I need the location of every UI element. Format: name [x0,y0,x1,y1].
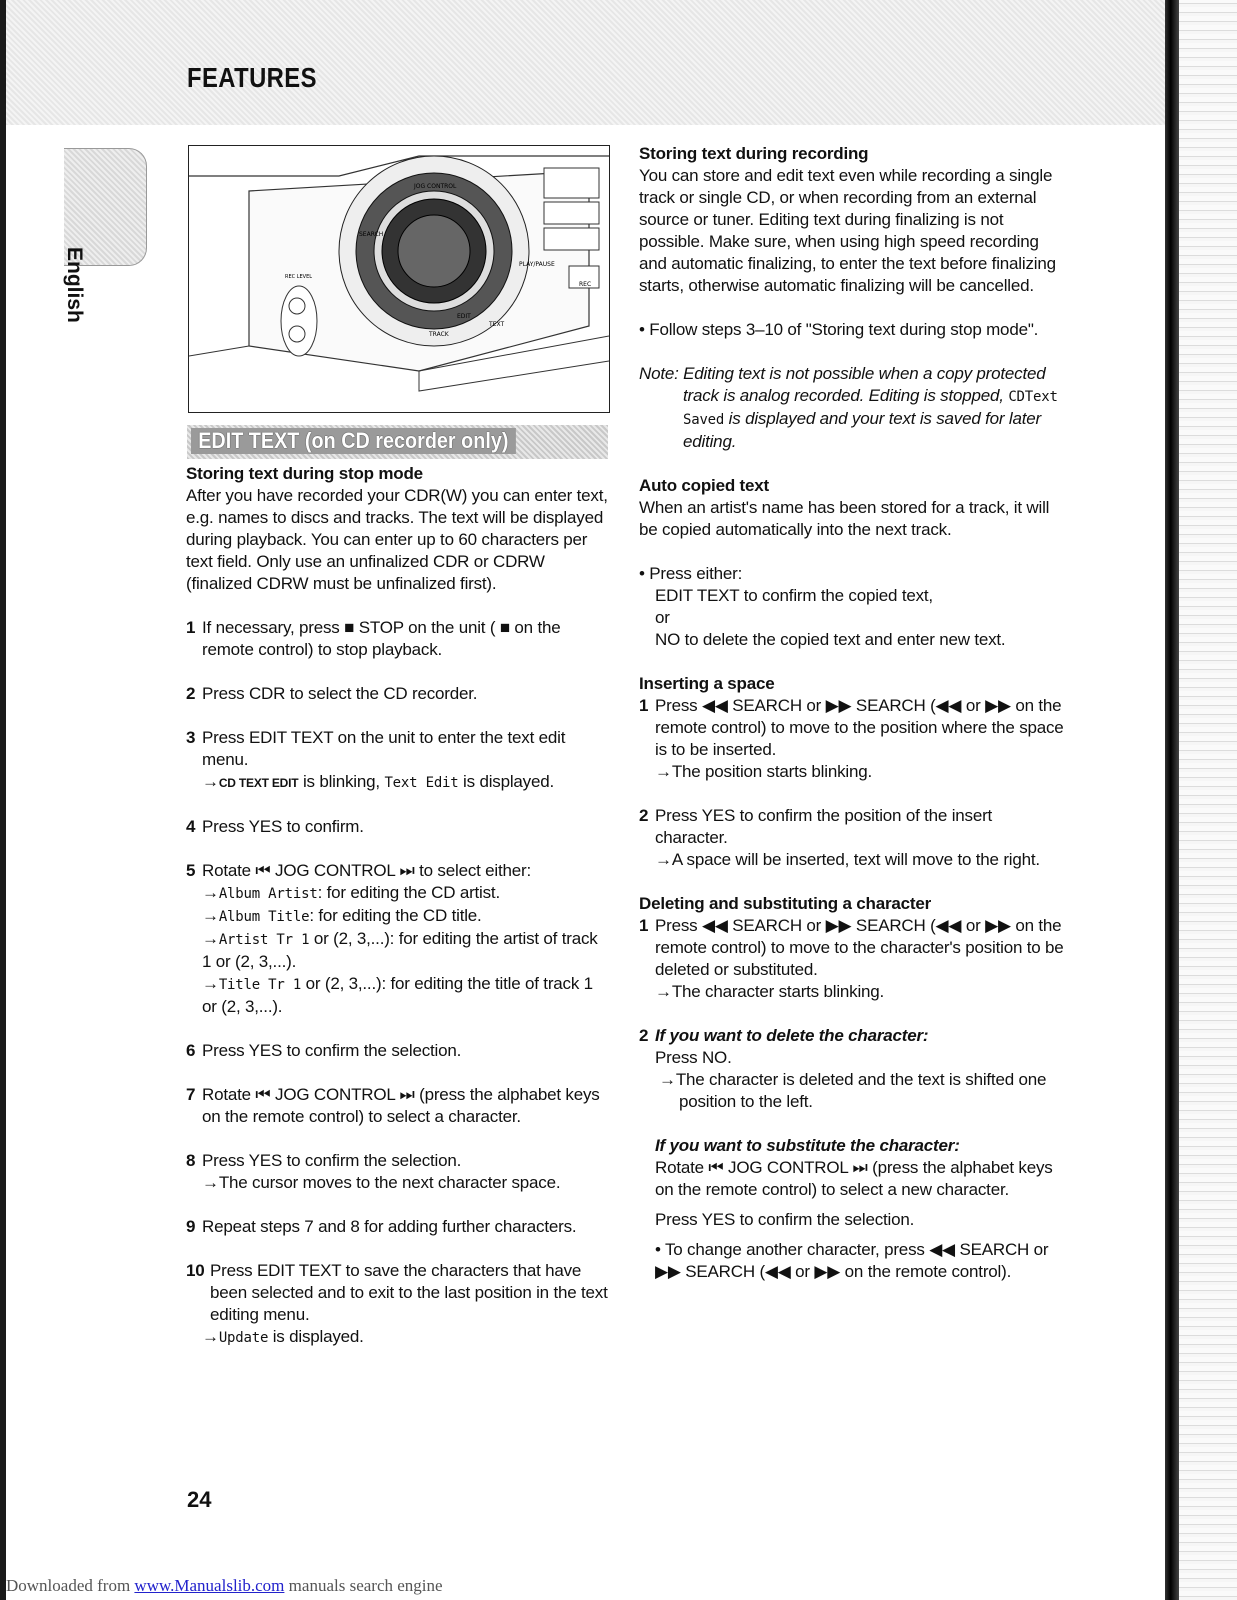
download-footer: Downloaded from www.Manualslib.com manuals search engine [6,1576,443,1595]
heading-stop-mode: Storing text during stop mode [186,464,423,483]
press-either-line-2: or [655,608,670,627]
scan-right-edge [1165,0,1179,1600]
step-5-option-b: →Album Title: for editing the CD title. [202,906,482,925]
step-4: 4 Press YES to confirm. [186,817,364,836]
language-tab [63,148,147,323]
intro-paragraph: After you have recorded your CDR(W) you can enter text, e.g. names to discs and tracks. The text will be displayed during playback. You can enter up to 60 characters per text field. Only use an unfinalized CDR or CDRW (finalized CDRW must be unfinalized first). [186,486,608,593]
step-7: 7 Rotate ⏮ JOG CONTROL ⏭ (press the alphabet keys on the remote control) to select a character. [186,1085,600,1126]
substitute-paragraph: Rotate ⏮ JOG CONTROL ⏭ (press the alphabet keys on the remote control) to select a new character. [655,1158,1053,1199]
heading-auto-copied: Auto copied text [639,476,769,495]
page-number: 24 [187,1487,212,1512]
heading-deleting: Deleting and substituting a character [639,894,932,913]
step-2: 2 Press CDR to select the CD recorder. [186,684,478,703]
delete-step-2-result: →The character is deleted and the text is shifted one position to the left. [659,1070,1047,1111]
delete-step-2: 2 If you want to delete the character: [639,1026,929,1045]
scan-header-strip [0,0,1168,125]
step-5-option-d: →Title Tr 1 or (2, 3,...): for editing the title of track 1 or (2, 3,...). [202,974,593,1016]
label-reclevel: REC LEVEL [285,274,313,280]
manualslib-link[interactable]: www.Manualslib.com [134,1576,285,1595]
insert-step-2-result: →A space will be inserted, text will move to the right. [655,850,1040,869]
press-either-bullet: • Press either: [639,564,743,583]
label-track: TRACK [429,331,449,338]
step-5-option-a: →Album Artist: for editing the CD artist. [202,883,500,902]
insert-step-2: 2 Press YES to confirm the position of the insert character. [639,806,993,847]
scan-left-edge [0,0,6,1600]
delete-step-1: 1 Press ◀◀ SEARCH or ▶▶ SEARCH (◀◀ or ▶▶ on the remote control) to move to the character's position to be deleted or substituted. [639,916,1064,979]
label-jog: JOG CONTROL [414,183,457,190]
substitute-heading: If you want to substitute the character: [655,1136,960,1155]
language-label: English [63,247,86,323]
step-5-option-c: →Artist Tr 1 or (2, 3,...): for editing the artist of track 1 or (2, 3,...). [202,929,598,971]
step-8-result: →The cursor moves to the next character space. [202,1173,561,1192]
step-9: 9 Repeat steps 7 and 8 for adding further characters. [186,1217,577,1236]
follow-steps-bullet: • Follow steps 3–10 of "Storing text during stop mode". [639,320,1039,339]
scan-right-margin [1179,0,1237,1600]
recording-paragraph: You can store and edit text even while recording a single track or single CD, or when recording from an external source or tuner. Editing text during finalizing is not possible. Make sure, when using high speed recording and automatic finalizing, to enter the text before finalizing starts, otherwise automatic finalizing will be cancelled. [639,166,1056,295]
press-either-line-3: NO to delete the copied text and enter new text. [655,630,1006,649]
step-1: 1 If necessary, press ■ STOP on the unit ( ■ on the remote control) to stop playback. [186,618,561,659]
label-rec: REC [579,281,592,288]
section-title: EDIT TEXT (on CD recorder only) [191,428,516,454]
heading-during-recording: Storing text during recording [639,144,869,163]
device-drawing [189,146,609,412]
label-text: TEXT [489,321,505,328]
section-heading-bar [187,425,608,459]
insert-step-1-result: →The position starts blinking. [655,762,873,781]
step-10-result: →Update is displayed. [202,1327,364,1346]
step-6: 6 Press YES to confirm the selection. [186,1041,462,1060]
left-column [186,463,608,1349]
auto-copied-paragraph: When an artist's name has been stored for a track, it will be copied automatically into the next track. [639,498,1050,539]
page-title: FEATURES [187,62,317,93]
substitute-confirm: Press YES to confirm the selection. [655,1210,915,1229]
label-search: SEARCH [359,231,384,238]
step-3-result: →CD TEXT EDIT is blinking, Text Edit is displayed. [202,772,554,791]
step-3: 3 Press EDIT TEXT on the unit to enter the text edit menu. [186,728,566,769]
delete-step-2-line: Press NO. [655,1048,732,1067]
label-play: PLAY/PAUSE [519,261,555,268]
step-10: 10 Press EDIT TEXT to save the characters that have been selected and to exit to the last position in the text editing menu. [186,1261,608,1324]
device-illustration [188,145,610,413]
right-column [639,143,1069,1283]
step-5: 5 Rotate ⏮ JOG CONTROL ⏭ to select either: [186,861,532,880]
press-either-line-1: EDIT TEXT to confirm the copied text, [655,586,933,605]
insert-step-1: 1 Press ◀◀ SEARCH or ▶▶ SEARCH (◀◀ or ▶▶ on the remote control) to move to the position where the space is to be inserted. [639,696,1064,759]
heading-inserting-space: Inserting a space [639,674,775,693]
change-another-bullet: • To change another character, press ◀◀ SEARCH or ▶▶ SEARCH (◀◀ or ▶▶ on the remote control). [655,1240,1049,1281]
note: Note: Editing text is not possible when a copy protected track is analog recorded. Editing is stopped, CDText Saved is displayed and your text is saved for later editing. [639,364,1058,451]
delete-step-1-result: →The character starts blinking. [655,982,885,1001]
step-8: 8 Press YES to confirm the selection. [186,1151,462,1170]
label-edit: EDIT [457,313,471,320]
